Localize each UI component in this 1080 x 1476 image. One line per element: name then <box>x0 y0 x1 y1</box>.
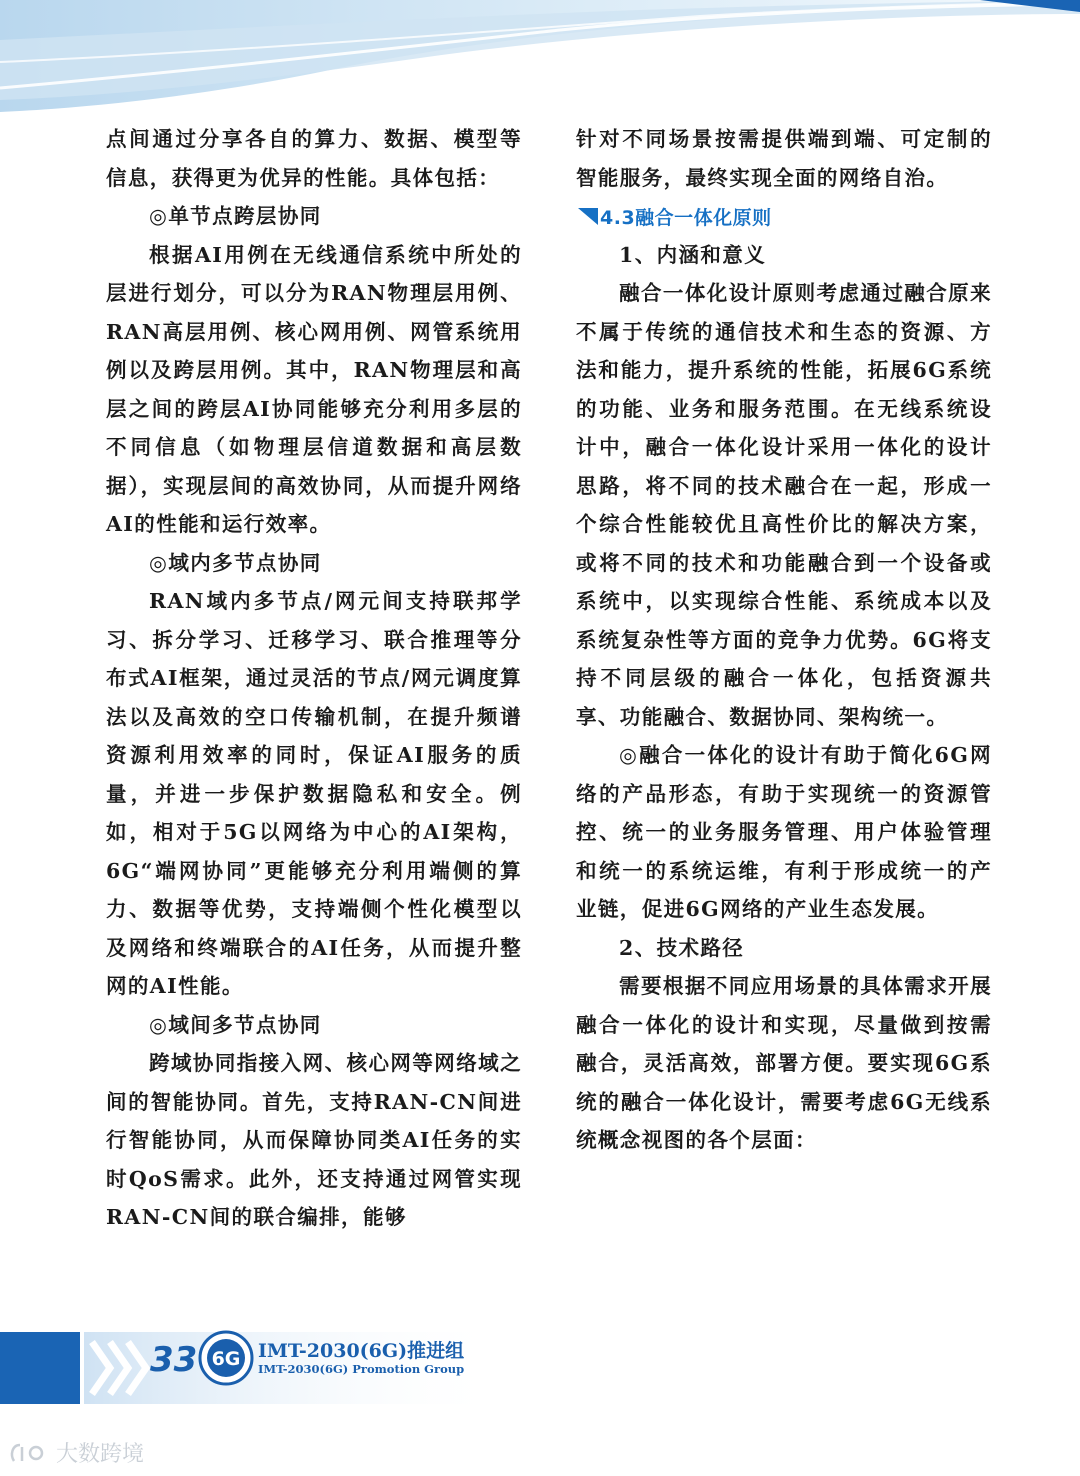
header-wave-band <box>0 0 1080 120</box>
watermark <box>8 1437 144 1468</box>
watermark-logo-icon <box>8 1441 52 1465</box>
left-paragraph-4: 跨域协同指接入网、核心网等网络域之间的智能协同。首先，支持RAN-CN间进行智能协同，从而保障协同类AI任务的实时QoS需求。此外，还支持通过网管实现RAN-CN间的联合编排，能够 <box>106 1051 522 1229</box>
left-paragraph-2: 根据AI用例在无线通信系统中所处的层进行划分，可以分为RAN物理层用例、RAN高层用例、核心网用例、网管系统用例以及跨层用例。其中，RAN物理层和高层之间的跨层AI协同能够充分利用多层的不同信息（如物理层信道数据和高层数据），实现层间的高效协同，从而提升网络AI的性能和运行效率。 <box>106 242 522 536</box>
subheading-intra-domain: ◎域内多节点协同 <box>149 550 322 575</box>
right-column <box>576 120 992 1160</box>
subheading-single-node: ◎单节点跨层协同 <box>149 204 322 228</box>
right-paragraph-2: 融合一体化设计原则考虑通过融合原来不属于传统的通信技术和生态的资源、方法和能力，提升系统的性能，拓展6G系统的功能、业务和服务范围。在无线系统设计中，融合一体化设计采用一体化的设计思路，将不同的技术融合在一起，形成一个综合性能较优且高性价比的解决方案，或将不同的技术和功能融合到一个设备或系统中，以实现综合性能、系统成本以及系统复杂性等方面的竞争力优势。6G将支持不同层级的融合一体化，包括资源共享、功能融合、数据协同、架构统一。 <box>576 281 992 729</box>
page-number: 33 <box>150 1340 198 1380</box>
corner-triangle-icon <box>576 205 600 227</box>
subheading-inter-domain: ◎域间多节点协同 <box>149 1012 322 1037</box>
right-paragraph-1: 针对不同场景按需提供端到端、可定制的智能服务，最终实现全面的网络自治。 <box>576 127 992 190</box>
org-name-en: IMT-2030(6G) Promotion Group <box>258 1362 465 1376</box>
footer-blue-bar <box>0 1332 80 1404</box>
left-paragraph-3: RAN域内多节点/网元间支持联邦学习、拆分学习、迁移学习、联合推理等分布式AI框架，通过灵活的节点/网元调度算法以及高效的空口传输机制，在提升频谱资源利用效率的同时，保证AI服务的质量，并进一步保护数据隐私和安全。例如，相对于5G以网络为中心的AI架构，6G“端网协同”更能够充分利用端侧的算力、数据等优势，支持端侧个性化模型以及网络和终端联合的AI任务，从而提升整网的AI性能。 <box>106 589 522 998</box>
org-name-cn: IMT-2030(6G)推进组 <box>258 1340 465 1362</box>
page-footer <box>0 1322 1080 1476</box>
left-paragraph-1: 点间通过分享各自的算力、数据、模型等信息，获得更为优异的性能。具体包括： <box>106 127 522 190</box>
watermark-text: 大数跨境 <box>56 1442 145 1467</box>
section-title: 4.3融合一体化原则 <box>600 206 772 229</box>
left-column <box>106 120 522 1237</box>
logo-text: 6G <box>211 1348 241 1370</box>
right-paragraph-3: ◎融合一体化的设计有助于简化6G网络的产品形态，有助于实现统一的资源管控、统一的业务服务管理、用户体验管理和统一的系统运维，有利于形成统一的产业链，促进6G网络的产业生态发展。 <box>576 743 992 921</box>
imt2030-logo-icon <box>198 1330 254 1386</box>
section-heading <box>576 197 992 236</box>
subheading-meaning: 1、内涵和意义 <box>619 242 767 267</box>
subheading-tech-path: 2、技术路径 <box>619 935 745 960</box>
right-paragraph-4: 需要根据不同应用场景的具体需求开展融合一体化的设计和实现，尽量做到按需融合，灵活高效，部署方便。要实现6G系统的融合一体化设计，需要考虑6G无线系统概念视图的各个层面： <box>576 974 992 1152</box>
